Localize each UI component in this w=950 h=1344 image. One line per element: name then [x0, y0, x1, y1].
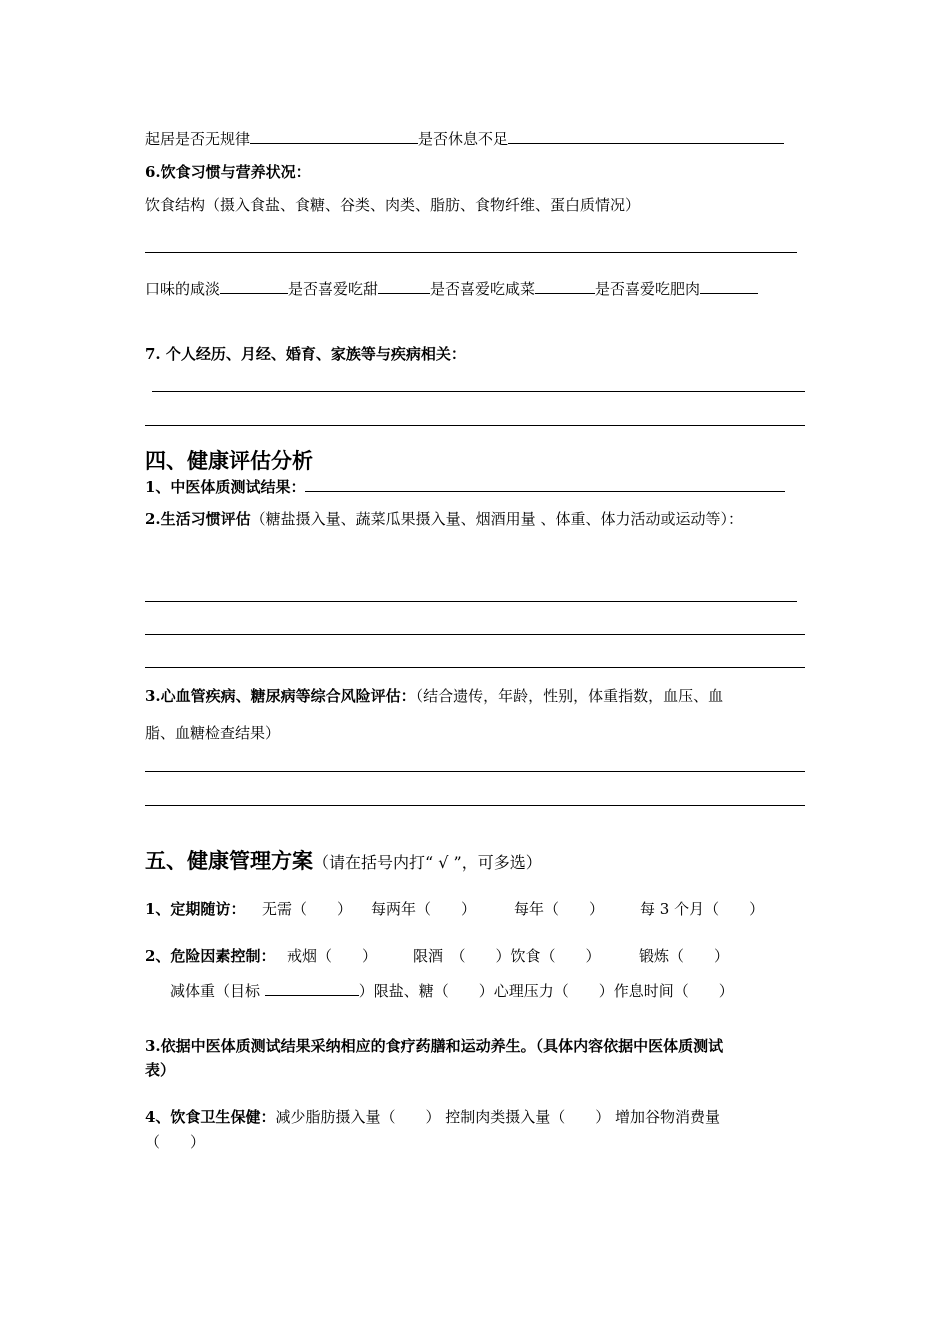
section5-heading: [145, 848, 542, 876]
rest-blank[interactable]: [508, 128, 784, 144]
section4-title: 四、健康评估分析: [145, 448, 313, 473]
fatty-label: 是否喜爱吃肥肉: [595, 280, 701, 298]
lifestyle-row: [145, 509, 743, 529]
tcm-row: [145, 476, 785, 497]
taste-label: 口味的咸淡: [145, 280, 221, 298]
sweet-blank[interactable]: [378, 278, 430, 294]
lifestyle-blank-3[interactable]: [145, 667, 805, 668]
sleep-row: [145, 128, 784, 149]
followup-option-none[interactable]: 无需（ ）: [262, 900, 353, 918]
lifestyle-label: 2.生活习惯评估: [145, 510, 251, 528]
rest-label: 是否休息不足: [418, 130, 509, 148]
risk-eval-blank-2[interactable]: [145, 805, 805, 806]
history-heading: 7. 个人经历、月经、婚育、家族等与疾病相关：: [145, 345, 466, 363]
section5-title: 五、健康管理方案: [145, 848, 313, 873]
section5-subtitle: （请在括号内打“ √ ”，可多选）: [313, 853, 542, 872]
fatty-blank[interactable]: [700, 278, 758, 294]
risk-eval-desc-1: （结合遗传，年龄，性别，体重指数，血压、血: [415, 687, 724, 705]
followup-option-yearly[interactable]: 每年（ ）: [514, 900, 605, 918]
tcm-diet-line-2: 表）: [145, 1061, 176, 1079]
risk-option-alcohol-diet[interactable]: 限酒 （ ）饮食（ ）: [413, 947, 601, 965]
lifestyle-blank-1[interactable]: [145, 601, 797, 602]
diet-structure-label: 饮食结构（摄入食盐、食糖、谷类、肉类、脂肪、食物纤维、蛋白质情况）: [145, 196, 641, 214]
risk-eval-row: [145, 686, 723, 706]
hygiene-label: 4、饮食卫生保健：: [145, 1108, 276, 1126]
history-blank-2[interactable]: [145, 425, 805, 426]
taste-blank[interactable]: [220, 278, 288, 294]
hygiene-row: [145, 1107, 720, 1127]
weight-target-blank[interactable]: [265, 980, 359, 996]
tcm-result-label: 1、中医体质测试结果：: [145, 478, 306, 496]
diet-heading: 6.饮食习惯与营养状况：: [145, 163, 311, 181]
followup-option-quarterly[interactable]: 每 3 个月（ ）: [640, 900, 765, 918]
tcm-result-blank[interactable]: [305, 476, 785, 492]
risk-option-smoking[interactable]: 戒烟（ ）: [287, 947, 378, 965]
hygiene-option-grain[interactable]: （ ）: [145, 1133, 206, 1151]
weight-label: 减体重（目标: [170, 982, 261, 1000]
risk-option-exercise[interactable]: 锻炼（ ）: [639, 947, 730, 965]
followup-option-biennial[interactable]: 每两年（ ）: [371, 900, 477, 918]
risk-options-2[interactable]: ）限盐、糖（ ）心理压力（ ）作息时间（ ）: [358, 982, 734, 1000]
hygiene-options[interactable]: 减少脂肪摄入量（ ） 控制肉类摄入量（ ） 增加谷物消费量: [275, 1108, 720, 1126]
followup-label: 1、定期随访：: [145, 900, 246, 918]
salty-blank[interactable]: [535, 278, 595, 294]
risk-row-2: [170, 980, 734, 1001]
tcm-diet-line-1: 3.依据中医体质测试结果采纳相应的食疗药膳和运动养生。（具体内容依据中医体质测试: [145, 1037, 724, 1055]
taste-row: [145, 278, 758, 299]
history-blank-1[interactable]: [152, 391, 805, 392]
lifestyle-blank-2[interactable]: [145, 634, 805, 635]
irregular-blank[interactable]: [250, 128, 418, 144]
risk-eval-blank-1[interactable]: [145, 771, 805, 772]
risk-eval-label: 3.心血管疾病、糖尿病等综合风险评估：: [145, 687, 416, 705]
sweet-label: 是否喜爱吃甜: [288, 280, 379, 298]
irregular-label: 起居是否无规律: [145, 130, 251, 148]
risk-eval-desc-2: 脂、血糖检查结果）: [145, 724, 281, 742]
salty-label: 是否喜爱吃咸菜: [430, 280, 536, 298]
lifestyle-desc: （糖盐摄入量、蔬菜瓜果摄入量、烟酒用量 、体重、体力活动或运动等）：: [250, 510, 743, 528]
diet-structure-blank[interactable]: [145, 252, 797, 253]
risk-control-label: 2、危险因素控制：: [145, 947, 276, 965]
